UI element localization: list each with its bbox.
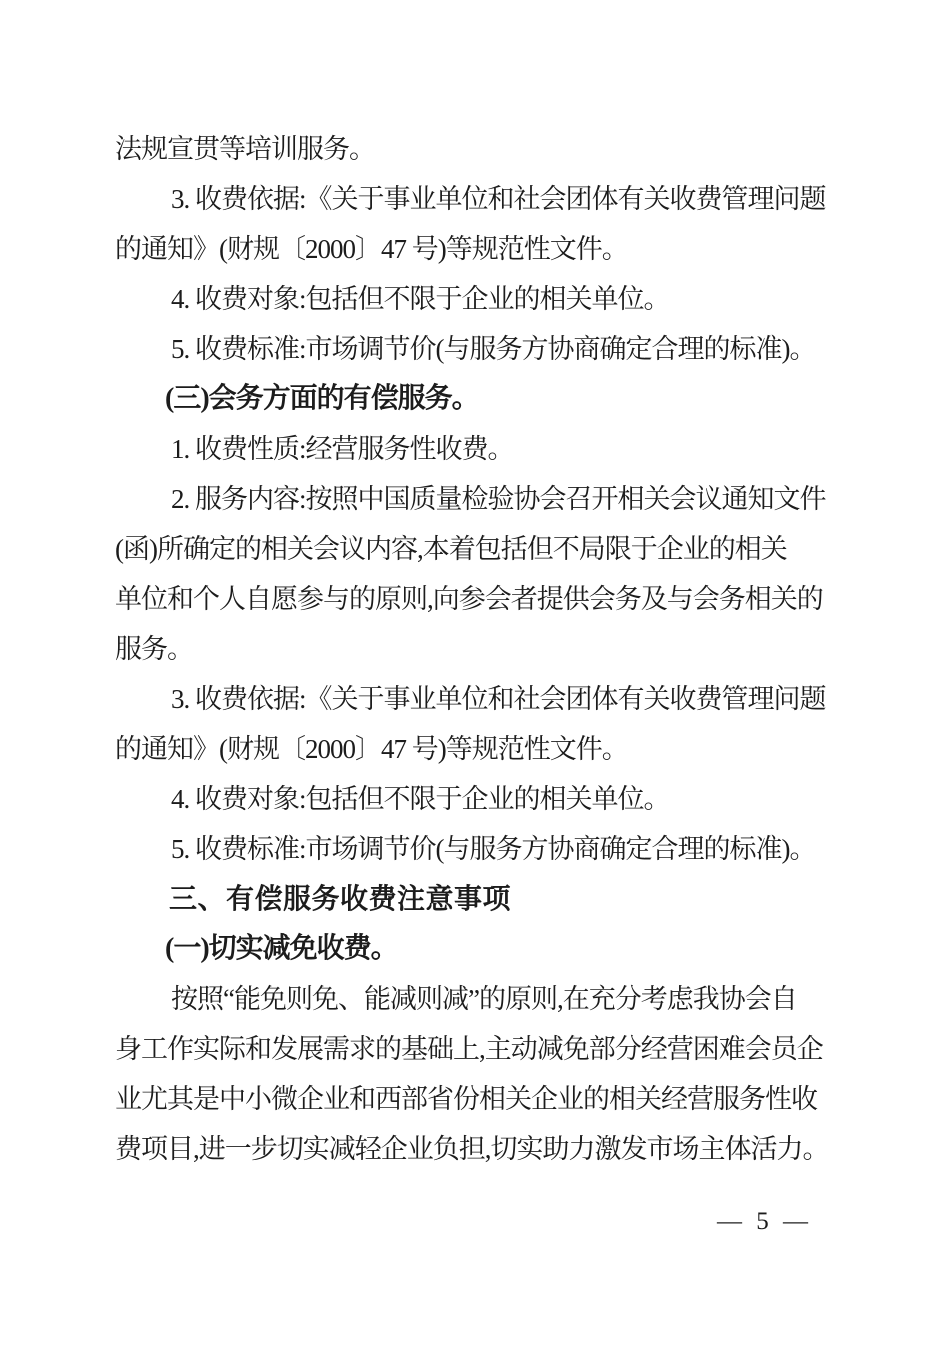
document-line: 的通知》(财规〔2000〕47 号)等规范性文件。 [115, 234, 628, 264]
document-line: 3. 收费依据:《关于事业单位和社会团体有关收费管理问题 [171, 684, 826, 714]
document-line: 服务。 [115, 634, 193, 664]
document-line: 费项目,进一步切实减轻企业负担,切实助力激发市场主体活力。 [115, 1134, 829, 1164]
section-heading-meeting-services: (三)会务方面的有偿服务。 [165, 383, 479, 414]
document-line: 1. 收费性质:经营服务性收费。 [171, 434, 514, 464]
section-heading-fee-notes: 三、有偿服务收费注意事项 [169, 883, 512, 914]
document-line: (函)所确定的相关会议内容,本着包括但不局限于企业的相关 [115, 534, 787, 564]
document-line: 法规宣贯等培训服务。 [115, 134, 375, 164]
document-body [115, 124, 855, 1174]
document-line: 的通知》(财规〔2000〕47 号)等规范性文件。 [115, 734, 628, 764]
document-line: 业尤其是中小微企业和西部省份相关企业的相关经营服务性收 [115, 1084, 817, 1114]
document-line: 按照“能免则免、能减则减”的原则,在充分考虑我协会自 [171, 984, 797, 1014]
document-line: 5. 收费标准:市场调节价(与服务方协商确定合理的标准)。 [171, 334, 816, 364]
document-line: 4. 收费对象:包括但不限于企业的相关单位。 [171, 284, 670, 314]
document-line: 3. 收费依据:《关于事业单位和社会团体有关收费管理问题 [171, 184, 826, 214]
page-number: — 5 — [717, 1208, 812, 1235]
document-line: 5. 收费标准:市场调节价(与服务方协商确定合理的标准)。 [171, 834, 816, 864]
document-line: 单位和个人自愿参与的原则,向参会者提供会务及与会务相关的 [115, 584, 823, 614]
section-heading-fee-reduction: (一)切实减免收费。 [165, 933, 398, 964]
document-line: 2. 服务内容:按照中国质量检验协会召开相关会议通知文件 [171, 484, 826, 514]
document-line: 身工作实际和发展需求的基础上,主动减免部分经营困难会员企 [115, 1034, 823, 1064]
document-line: 4. 收费对象:包括但不限于企业的相关单位。 [171, 784, 670, 814]
